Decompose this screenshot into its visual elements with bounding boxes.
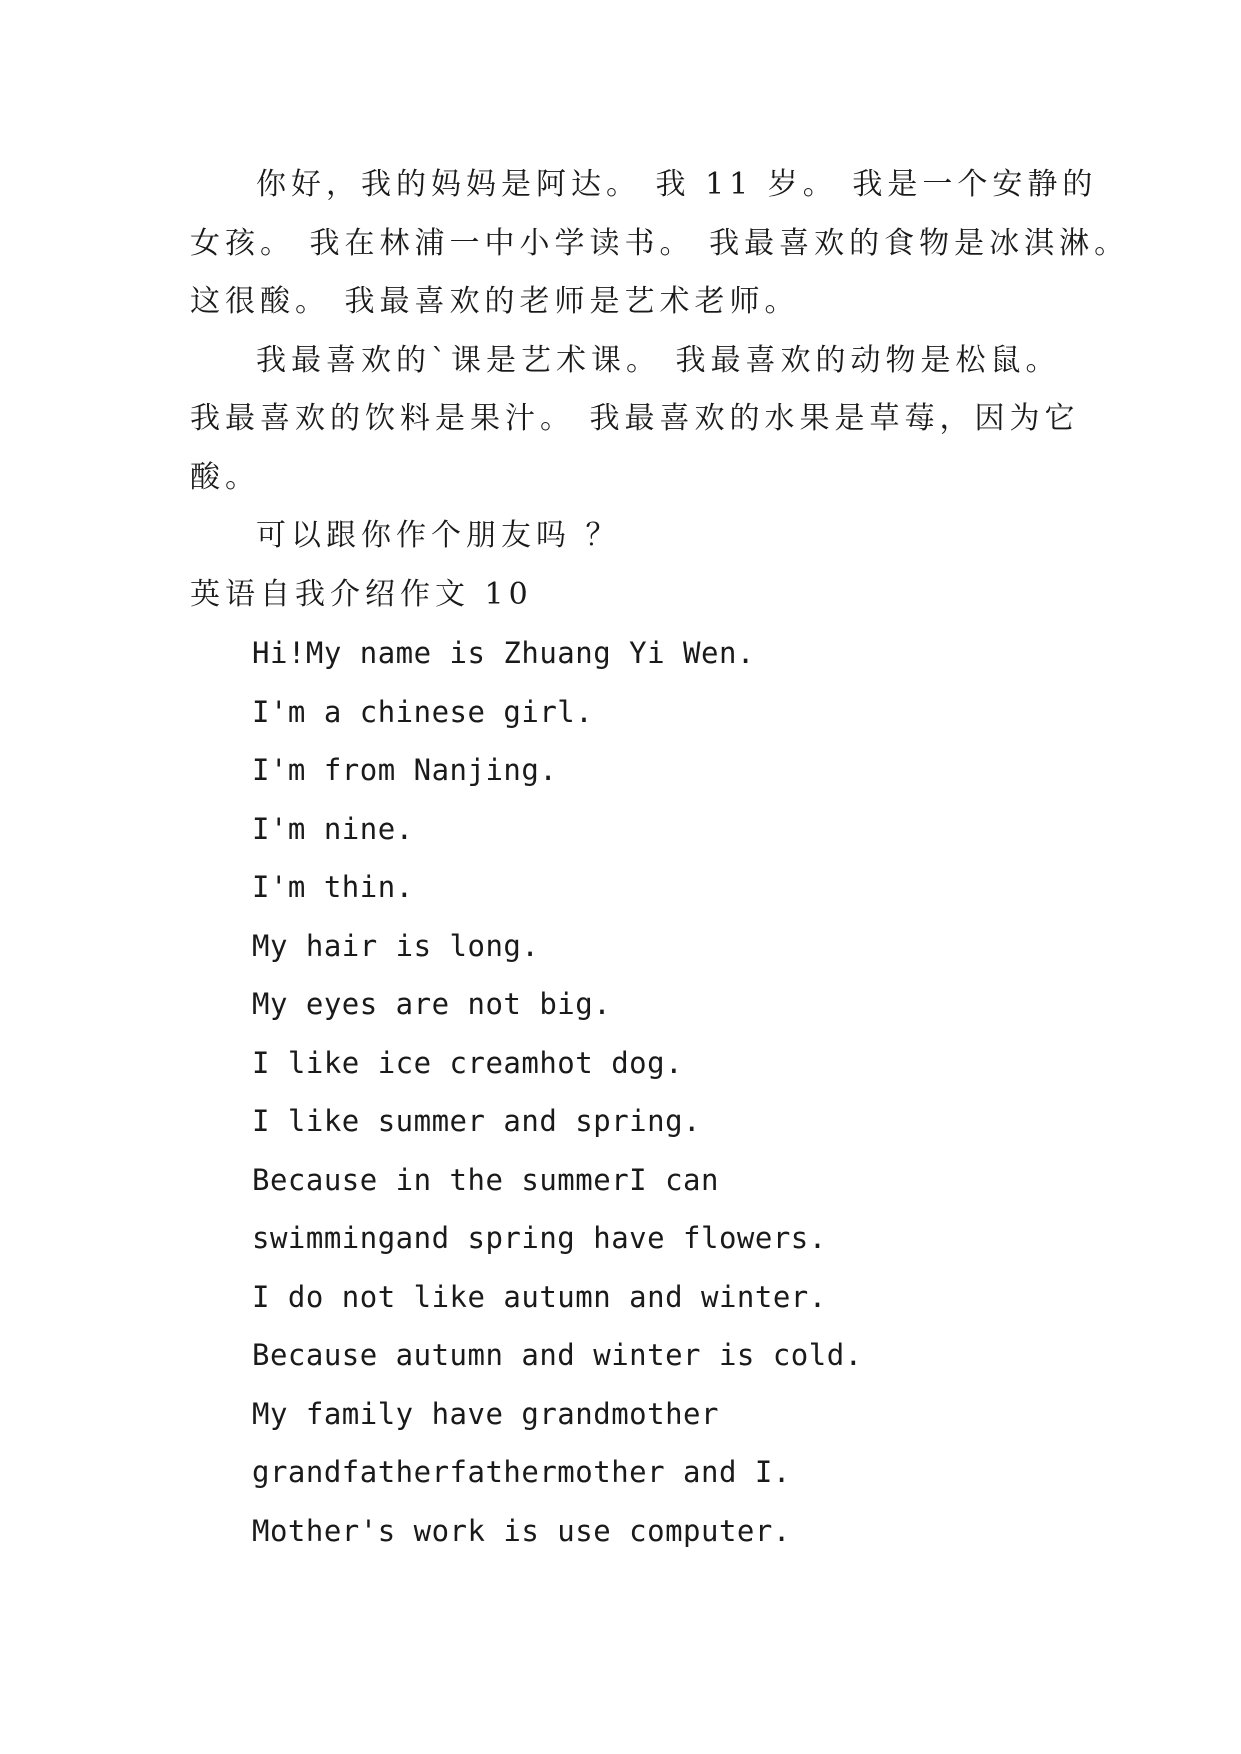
paragraph-line: 我最喜欢的`课是艺术课。 我最喜欢的动物是松鼠。: [256, 342, 1061, 378]
paragraph-line: 这很酸。 我最喜欢的老师是艺术老师。: [190, 284, 800, 319]
english-line: I'm a chinese girl.: [252, 694, 594, 729]
english-line: My eyes are not big.: [252, 987, 612, 1021]
paragraph-line: 女孩。 我在林浦一中小学读书。 我最喜欢的食物是冰淇淋。: [190, 225, 1130, 261]
paragraph-line: 酸。: [190, 459, 260, 495]
english-line: Mother's work is use computer.: [252, 1513, 791, 1548]
english-line: I like summer and spring.: [252, 1104, 701, 1138]
english-line: Hi!My name is Zhuang Yi Wen.: [252, 636, 755, 670]
english-line: My hair is long.: [252, 928, 540, 963]
english-line: Because in the summerI can: [252, 1162, 719, 1197]
english-line: I'm thin.: [252, 870, 414, 904]
english-line: grandfatherfathermother and I.: [252, 1455, 791, 1489]
document-body: [190, 156, 1130, 1560]
english-line: I like ice creamhot dog.: [252, 1045, 684, 1080]
english-line: swimmingand spring have flowers.: [252, 1221, 827, 1255]
section-heading: 英语自我介绍作文 10: [190, 576, 533, 612]
english-line: I'm from Nanjing.: [252, 753, 558, 787]
english-line: My family have grandmother: [252, 1396, 719, 1431]
english-line: I'm nine.: [252, 811, 414, 846]
paragraph-line: 可以跟你作个朋友吗 ？: [256, 518, 621, 553]
paragraph-line: 你好，我的妈妈是阿达。 我 11 岁。 我是一个安静的: [256, 167, 1098, 202]
english-line: Because autumn and winter is cold.: [252, 1338, 863, 1372]
english-line: I do not like autumn and winter.: [252, 1279, 827, 1314]
paragraph-line: 我最喜欢的饮料是果汁。 我最喜欢的水果是草莓，因为它: [190, 401, 1080, 436]
